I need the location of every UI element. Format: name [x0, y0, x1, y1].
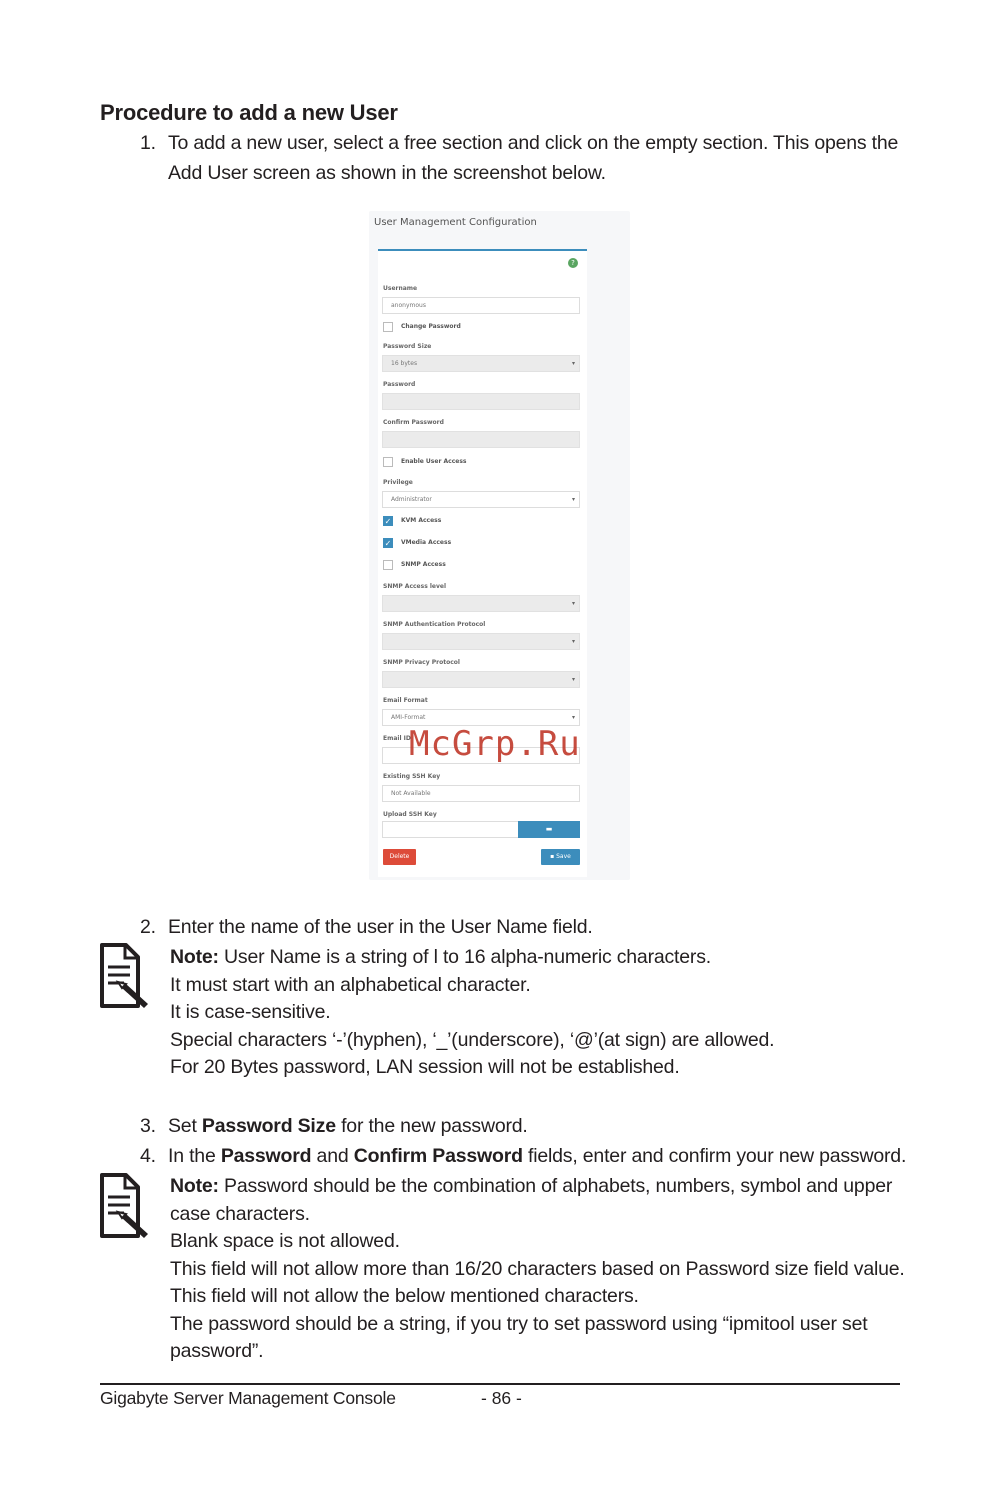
change-password-label: Change Password — [401, 323, 461, 330]
email-format-label: Email Format — [383, 697, 428, 704]
step-text: In the — [168, 1145, 221, 1167]
note-text: Password should be the combination of alphabets, numbers, symbol and upper — [218, 1175, 893, 1197]
snmp-access-level-select[interactable] — [382, 595, 580, 612]
step-2 — [140, 912, 900, 942]
step-3 — [140, 1111, 900, 1141]
panel-title: User Management Configuration — [374, 217, 537, 228]
step-text: and — [311, 1145, 354, 1167]
step-text: Set — [168, 1115, 202, 1137]
step-text-line2: Add User screen as shown in the screenshot below. — [168, 162, 606, 184]
step-number: 2. — [140, 916, 156, 938]
kvm-access-checkbox[interactable]: ✓ — [384, 517, 392, 526]
save-icon: ▪ — [550, 853, 555, 860]
note-text: Special characters ‘-’(hyphen), ‘_’(underscore), ‘@’(at sign) are allowed. — [170, 1028, 775, 1051]
chevron-down-icon: ▾ — [571, 638, 575, 645]
chevron-down-icon: ▾ — [571, 676, 575, 683]
page-number: - 86 - — [481, 1388, 522, 1408]
privilege-label: Privilege — [383, 479, 413, 486]
folder-icon: ▬ — [545, 825, 553, 833]
user-management-screenshot — [369, 211, 630, 880]
snmp-privacy-label: SNMP Privacy Protocol — [383, 659, 460, 666]
step-4 — [140, 1141, 907, 1171]
username-field[interactable]: anonymous — [382, 297, 580, 314]
snmp-access-label: SNMP Access — [401, 561, 446, 568]
folder-open-button[interactable] — [518, 821, 580, 838]
step-1 — [140, 128, 900, 188]
password-size-value: 16 bytes — [391, 360, 418, 367]
chevron-down-icon: ▾ — [571, 496, 575, 503]
page-heading: Procedure to add a new User — [100, 100, 398, 125]
question-circle-icon[interactable]: ? — [568, 258, 578, 268]
note-text: password”. — [170, 1340, 264, 1362]
note-2 — [170, 1173, 905, 1366]
note-pencil-icon — [98, 1172, 150, 1242]
snmp-access-level-label: SNMP Access level — [383, 583, 447, 590]
note-label: Note: — [170, 1175, 219, 1197]
note-text: It is case-sensitive. — [170, 1001, 331, 1023]
password-field[interactable] — [382, 393, 580, 410]
step-text-bold: Confirm Password — [353, 1145, 523, 1167]
snmp-auth-label: SNMP Authentication Protocol — [383, 621, 486, 628]
note-text: Blank space is not allowed. — [170, 1230, 400, 1252]
username-label: Username — [383, 285, 418, 292]
confirm-password-field[interactable] — [382, 431, 580, 448]
note-text: case characters. — [170, 1202, 310, 1225]
step-text: Enter the name of the user in the User Name field. — [168, 916, 593, 938]
user-config-form — [378, 249, 587, 877]
note-text: This field will not allow the below mentioned characters. — [170, 1285, 639, 1307]
step-text: for the new password. — [335, 1115, 528, 1137]
note-text: It must start with an alphabetical character. — [170, 973, 531, 996]
save-label: Save — [556, 853, 571, 860]
chevron-down-icon: ▾ — [571, 600, 575, 607]
step-text-bold: Password Size — [201, 1115, 336, 1137]
note-label: Note: — [170, 946, 219, 968]
step-text-bold: Password — [220, 1145, 312, 1167]
upload-ssh-path[interactable] — [382, 821, 519, 838]
snmp-auth-select[interactable] — [382, 633, 580, 650]
save-button[interactable] — [541, 849, 580, 865]
enable-user-access-label: Enable User Access — [401, 458, 467, 465]
watermark-text: McGrp.Ru — [409, 724, 581, 764]
confirm-password-label: Confirm Password — [383, 419, 444, 426]
note-pencil-icon — [98, 942, 150, 1012]
kvm-access-label: KVM Access — [401, 517, 442, 524]
vmedia-access-label: VMedia Access — [401, 539, 452, 546]
upload-ssh-label: Upload SSH Key — [383, 811, 437, 818]
snmp-privacy-select[interactable] — [382, 671, 580, 688]
existing-ssh-field: Not Available — [382, 785, 580, 802]
email-format-value: AMI-Format — [391, 714, 426, 721]
footer-title: Gigabyte Server Management Console — [100, 1388, 396, 1408]
step-number: 1. — [140, 132, 156, 154]
privilege-select[interactable] — [382, 491, 580, 508]
step-number: 4. — [140, 1145, 156, 1167]
password-label: Password — [383, 381, 416, 388]
enable-user-access-checkbox[interactable] — [383, 457, 393, 467]
snmp-access-checkbox[interactable] — [383, 560, 393, 570]
password-size-label: Password Size — [383, 343, 432, 350]
chevron-down-icon: ▾ — [571, 714, 575, 721]
note-text: User Name is a string of l to 16 alpha-numeric characters. — [218, 946, 711, 968]
vmedia-access-checkbox[interactable]: ✓ — [384, 539, 392, 548]
password-size-select[interactable] — [382, 355, 580, 372]
footer-divider — [100, 1383, 900, 1385]
note-text: The password should be a string, if you try to set password using “ipmitool user set — [170, 1312, 868, 1335]
step-text-line1: To add a new user, select a free section and click on the empty section. This opens the — [168, 132, 899, 154]
note-1 — [170, 944, 774, 1082]
chevron-down-icon: ▾ — [571, 360, 575, 367]
existing-ssh-label: Existing SSH Key — [383, 773, 441, 780]
email-id-label: Email ID — [383, 735, 411, 742]
delete-button[interactable]: Delete — [383, 849, 416, 865]
step-text: fields, enter and confirm your new password. — [522, 1145, 907, 1167]
change-password-checkbox[interactable] — [383, 322, 393, 332]
step-number: 3. — [140, 1115, 156, 1137]
note-text: For 20 Bytes password, LAN session will not be established. — [170, 1056, 680, 1078]
privilege-value: Administrator — [391, 496, 432, 503]
note-text: This field will not allow more than 16/20 characters based on Password size field value. — [170, 1257, 905, 1280]
